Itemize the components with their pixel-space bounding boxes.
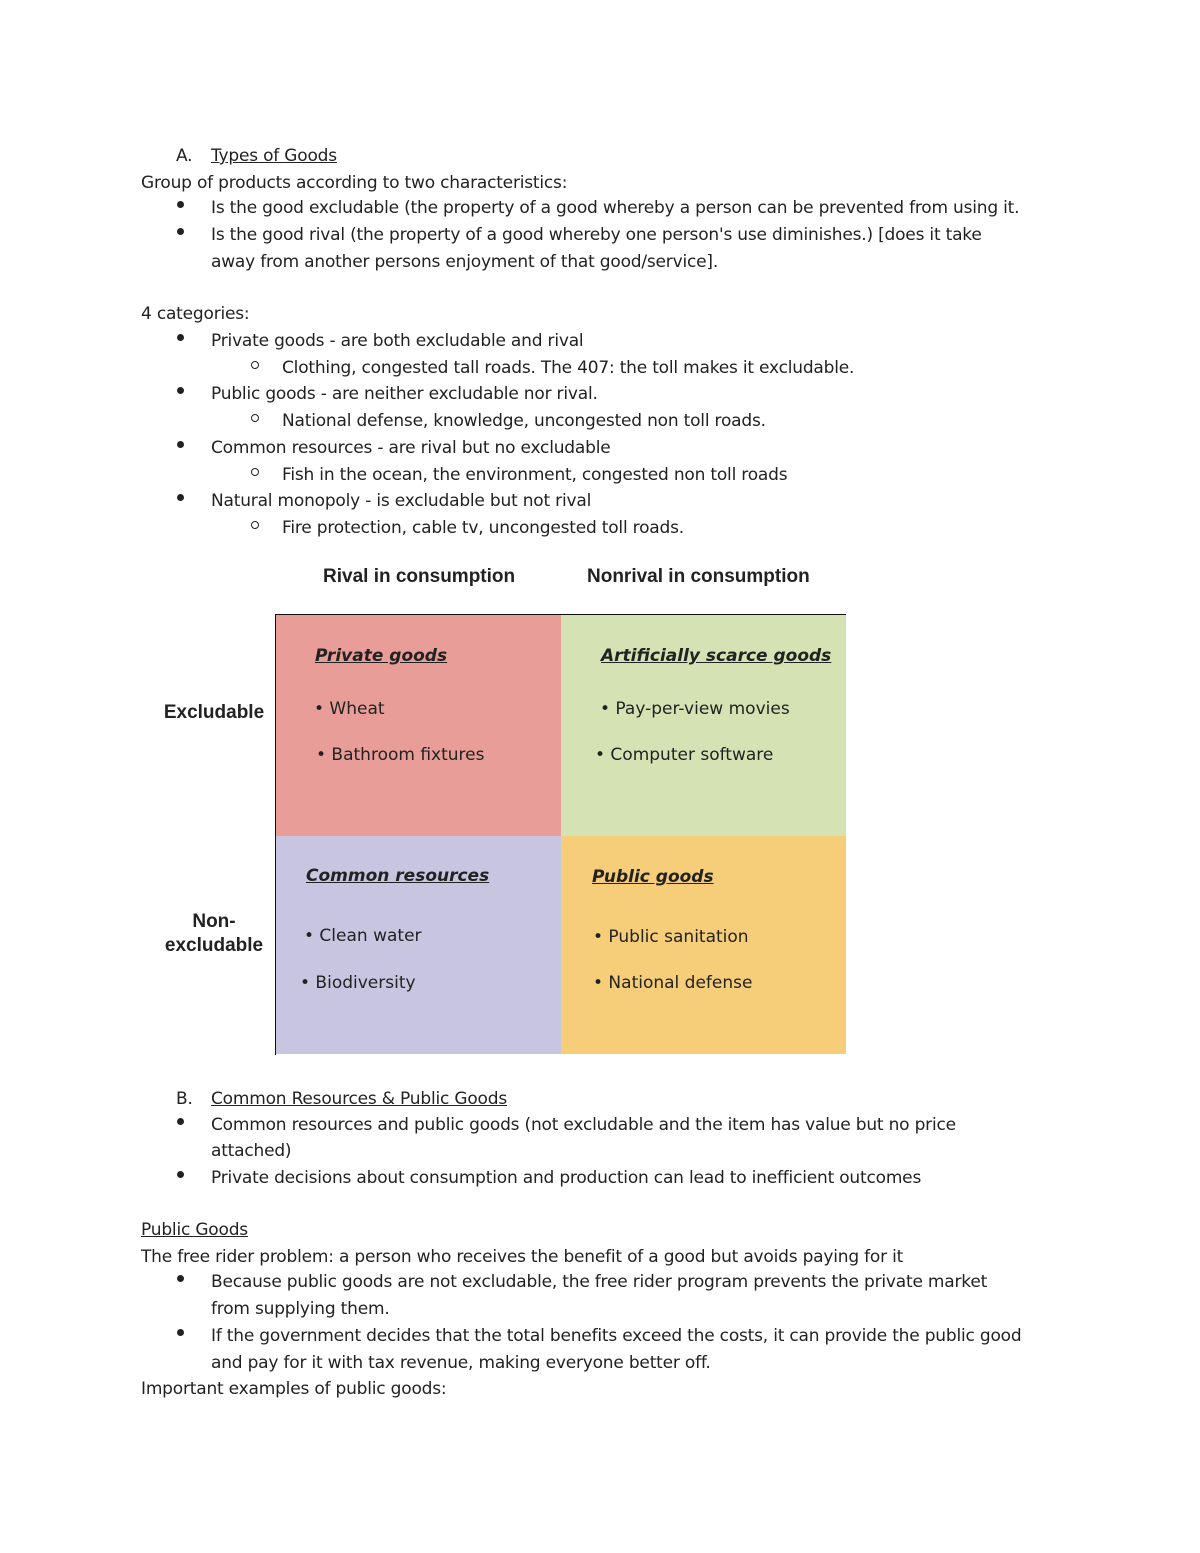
bullet-rival: Is the good rival (the property of a good whereby one person's use diminishes.) [does it take: [211, 225, 982, 245]
categories-label: 4 categories:: [141, 304, 250, 324]
public-goods-bullet-1: Because public goods are not excludable, the free rider program prevents the private market: [211, 1272, 988, 1292]
sub-bullet-icon: [251, 468, 259, 476]
cell-artificial-title: Artificially scarce goods: [601, 646, 832, 666]
cell-artificially-scarce-goods: [561, 615, 846, 836]
category-common-example: Fish in the ocean, the environment, congested non toll roads: [282, 465, 788, 485]
bullet-icon: [177, 494, 184, 501]
category-public: Public goods - are neither excludable nor rival.: [211, 384, 598, 404]
bullet-icon: [177, 201, 184, 208]
cell-artificial-item: • Computer software: [595, 745, 774, 765]
cell-private-item: • Bathroom fixtures: [316, 745, 485, 765]
category-public-example: National defense, knowledge, uncongested non toll roads.: [282, 411, 766, 431]
bullet-icon: [177, 441, 184, 448]
cell-private-title: Private goods: [315, 646, 448, 666]
section-b-letter: B.: [176, 1089, 193, 1109]
cell-public-goods: [561, 836, 846, 1054]
section-b-bullet-1: Common resources and public goods (not excludable and the item has value but no price: [211, 1115, 956, 1135]
matrix-left-border: [275, 614, 276, 1055]
cell-common-item: • Clean water: [304, 926, 422, 946]
category-monopoly: Natural monopoly - is excludable but not rival: [211, 491, 592, 511]
public-goods-bullet-2-continued: and pay for it with tax revenue, making everyone better off.: [211, 1353, 711, 1373]
public-goods-examples-label: Important examples of public goods:: [141, 1379, 447, 1399]
bullet-excludable: Is the good excludable (the property of a good whereby a person can be prevented from using it.: [211, 198, 1020, 218]
row-header-nonexcludable-line1: Non-: [192, 911, 236, 932]
public-goods-bullet-1-continued: from supplying them.: [211, 1299, 390, 1319]
public-goods-heading: Public Goods: [141, 1220, 248, 1240]
section-a-heading: Types of Goods: [211, 146, 337, 166]
section-a-intro: Group of products according to two characteristics:: [141, 173, 568, 193]
category-private: Private goods - are both excludable and rival: [211, 331, 584, 351]
bullet-rival-continued: away from another persons enjoyment of that good/service].: [211, 252, 719, 272]
cell-common-title: Common resources: [306, 866, 490, 886]
column-header-rival: Rival in consumption: [323, 566, 516, 587]
bullet-icon: [177, 1118, 184, 1125]
row-header-nonexcludable-line2: excludable: [164, 935, 264, 956]
category-common: Common resources - are rival but no excludable: [211, 438, 611, 458]
free-rider-definition: The free rider problem: a person who receives the benefit of a good but avoids paying for it: [141, 1247, 904, 1267]
cell-common-resources: [276, 836, 561, 1054]
bullet-icon: [177, 334, 184, 341]
cell-public-title: Public goods: [592, 867, 714, 887]
bullet-icon: [177, 387, 184, 394]
category-monopoly-example: Fire protection, cable tv, uncongested toll roads.: [282, 518, 684, 538]
section-b-bullet-1-continued: attached): [211, 1141, 292, 1161]
section-b-bullet-2: Private decisions about consumption and production can lead to inefficient outcomes: [211, 1168, 922, 1188]
row-header-excludable: Excludable: [163, 702, 265, 723]
matrix-top-border: [275, 614, 846, 615]
section-b-heading: Common Resources & Public Goods: [211, 1089, 507, 1109]
section-a-letter: A.: [176, 146, 193, 166]
cell-common-item: • Biodiversity: [300, 973, 416, 993]
bullet-icon: [177, 1171, 184, 1178]
cell-private-item: • Wheat: [314, 699, 385, 719]
cell-private-goods: [276, 615, 561, 836]
column-header-nonrival: Nonrival in consumption: [587, 566, 810, 587]
row-header-nonexcludable: [152, 910, 276, 958]
bullet-icon: [177, 1275, 184, 1282]
cell-public-item: • National defense: [593, 973, 753, 993]
sub-bullet-icon: [251, 361, 259, 369]
sub-bullet-icon: [251, 414, 259, 422]
bullet-icon: [177, 1329, 184, 1336]
sub-bullet-icon: [251, 521, 259, 529]
cell-public-item: • Public sanitation: [593, 927, 749, 947]
cell-artificial-item: • Pay-per-view movies: [600, 699, 790, 719]
bullet-icon: [177, 228, 184, 235]
public-goods-bullet-2: If the government decides that the total benefits exceed the costs, it can provide the public good: [211, 1326, 1022, 1346]
category-private-example: Clothing, congested tall roads. The 407: the toll makes it excludable.: [282, 358, 855, 378]
